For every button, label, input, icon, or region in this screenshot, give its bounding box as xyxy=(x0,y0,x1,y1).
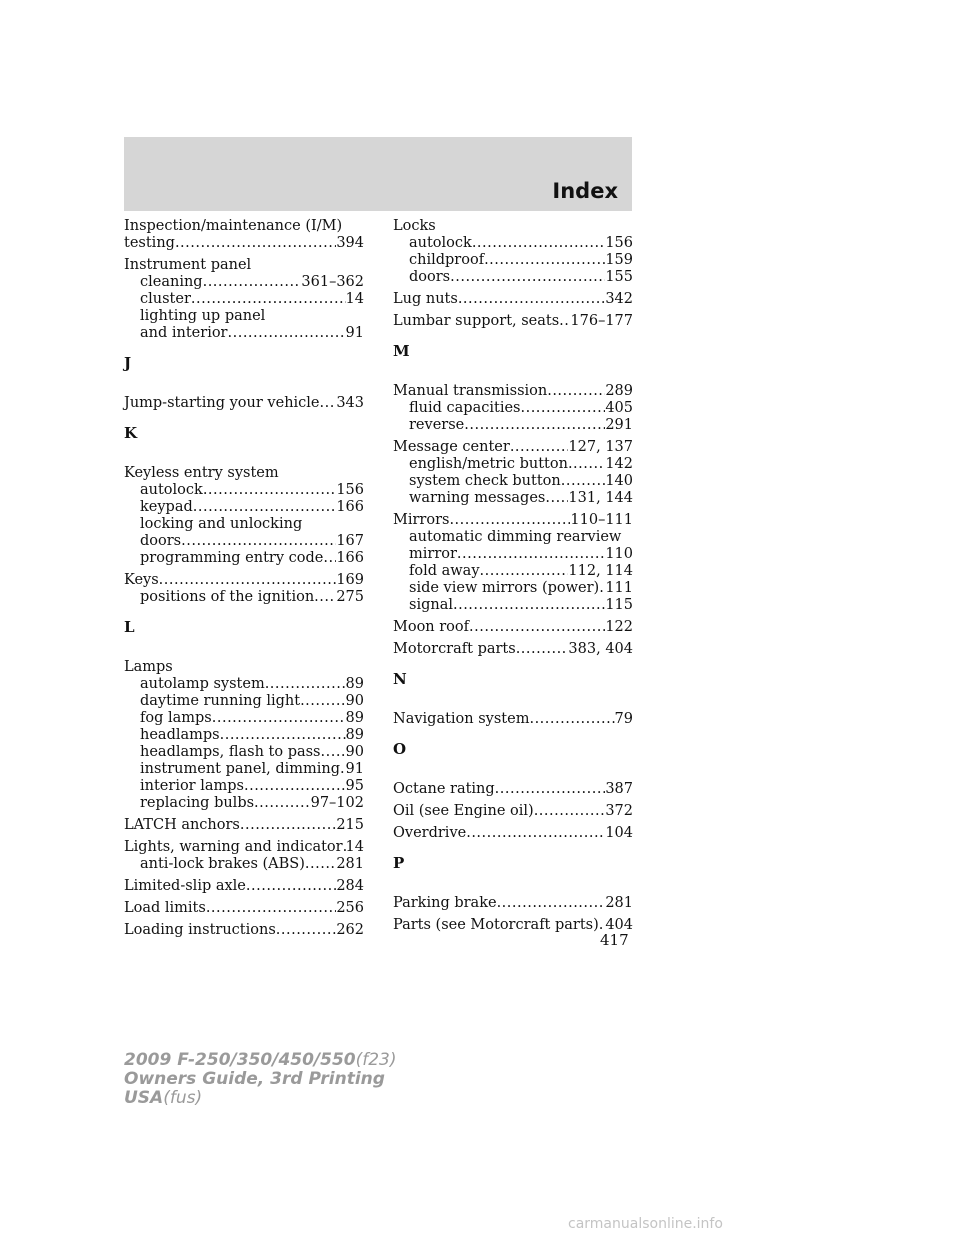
page-ref-link[interactable]: 291 xyxy=(605,417,633,433)
entry-text: Oil (see Engine oil) xyxy=(393,803,534,819)
footer-model-code: (f23) xyxy=(355,1050,397,1070)
dot-leader xyxy=(175,235,336,252)
entry-text: reverse xyxy=(409,417,465,433)
index-subentry xyxy=(393,597,633,614)
footer-guide-title: Owners Guide, 3rd Printing xyxy=(124,1069,385,1089)
index-subentry xyxy=(124,482,364,499)
entry-text: testing xyxy=(124,235,175,251)
entry-text: Lamps xyxy=(124,659,173,675)
page-ref-link[interactable]: 89 xyxy=(345,676,364,692)
dot-leader xyxy=(244,778,346,795)
page-ref-link[interactable]: 383, 404 xyxy=(568,641,633,657)
page-ref-link[interactable]: 169 xyxy=(336,572,364,588)
index-entry xyxy=(124,395,364,412)
entry-text: Lug nuts xyxy=(393,291,458,307)
index-entry xyxy=(124,659,364,812)
index-entry-line xyxy=(393,291,633,308)
dot-leader xyxy=(321,744,346,761)
entry-text: system check button xyxy=(409,473,561,489)
index-subentry xyxy=(393,252,633,269)
entry-text: autolock xyxy=(140,482,203,498)
dot-leader xyxy=(516,641,569,658)
entry-text: doors xyxy=(409,269,451,285)
index-subentry xyxy=(393,269,633,286)
entry-text: Navigation system xyxy=(393,711,530,727)
dot-leader xyxy=(484,252,605,269)
page-ref-link[interactable]: 275 xyxy=(336,589,364,605)
page-ref-link[interactable]: 387 xyxy=(605,781,633,797)
index-entry-line xyxy=(393,825,633,842)
page-ref-link[interactable]: 14 xyxy=(345,291,364,307)
dot-leader xyxy=(545,490,568,507)
entry-text: interior lamps xyxy=(140,778,244,794)
dot-leader xyxy=(212,710,346,727)
index-letter-heading: N xyxy=(393,670,407,688)
index-subentry xyxy=(124,676,364,693)
page-ref-link[interactable]: 343 xyxy=(336,395,364,411)
entry-text: Keys xyxy=(124,572,159,588)
index-entry xyxy=(393,803,633,820)
entry-text: fluid capacities xyxy=(409,400,521,416)
index-column-left xyxy=(124,218,364,944)
dot-leader xyxy=(246,878,336,895)
index-entry-line xyxy=(124,572,364,589)
index-entry xyxy=(124,922,364,939)
entry-text: replacing bulbs xyxy=(140,795,255,811)
entry-text: locking and unlocking xyxy=(140,516,303,532)
entry-text: automatic dimming rearview xyxy=(409,529,622,545)
index-entry xyxy=(393,439,633,507)
entry-text: warning messages xyxy=(409,490,546,506)
entry-text: Lights, warning and indicator xyxy=(124,839,343,855)
index-subentry xyxy=(124,533,364,550)
index-subentry xyxy=(393,400,633,417)
dot-leader xyxy=(469,619,605,636)
index-subentry xyxy=(124,761,364,778)
index-entry xyxy=(124,257,364,342)
index-entry xyxy=(393,512,633,614)
page-ref-link[interactable]: 97–102 xyxy=(310,795,364,811)
page-ref-link[interactable]: 156 xyxy=(336,482,364,498)
index-letter-heading: J xyxy=(124,354,132,372)
page-ref-link[interactable]: 89 xyxy=(345,710,364,726)
entry-text: keypad xyxy=(140,499,193,515)
index-entry xyxy=(393,313,633,330)
index-entry-line xyxy=(124,659,364,676)
index-entry-line xyxy=(393,218,633,235)
index-entry-line xyxy=(124,218,364,235)
dot-leader xyxy=(510,439,569,456)
page-ref-link[interactable]: 91 xyxy=(345,761,364,777)
index-entry-line xyxy=(393,383,633,400)
index-entry-line xyxy=(393,917,633,934)
dot-leader xyxy=(466,825,605,842)
entry-text: daytime running light xyxy=(140,693,301,709)
dot-leader xyxy=(497,895,606,912)
index-entry-line xyxy=(124,878,364,895)
entry-text: Instrument panel xyxy=(124,257,252,273)
index-entry xyxy=(124,817,364,834)
index-entry xyxy=(124,839,364,873)
dot-leader xyxy=(240,817,336,834)
entry-text: instrument panel, dimming xyxy=(140,761,340,777)
index-entry xyxy=(124,878,364,895)
entry-text: LATCH anchors xyxy=(124,817,240,833)
dot-leader xyxy=(472,235,605,252)
index-subentry xyxy=(393,580,633,597)
index-subentry xyxy=(124,710,364,727)
entry-text: signal xyxy=(409,597,453,613)
index-column-right xyxy=(393,218,633,939)
page-ref-link[interactable]: 167 xyxy=(336,533,364,549)
entry-text: headlamps xyxy=(140,727,220,743)
page-ref-link[interactable]: 262 xyxy=(336,922,364,938)
index-subentry xyxy=(393,235,633,252)
index-subentry xyxy=(393,529,633,546)
page-ref-link[interactable]: 372 xyxy=(605,803,633,819)
entry-text: childproof xyxy=(409,252,485,268)
entry-text: Mirrors xyxy=(393,512,450,528)
entry-text: Lumbar support, seats xyxy=(393,313,560,329)
entry-text: lighting up panel xyxy=(140,308,266,324)
dot-leader xyxy=(276,922,337,939)
entry-text: cluster xyxy=(140,291,191,307)
page-ref-link[interactable]: 215 xyxy=(336,817,364,833)
index-entry-line xyxy=(124,235,364,252)
dot-leader xyxy=(305,856,336,873)
dot-leader xyxy=(453,597,605,614)
index-subentry xyxy=(124,325,364,342)
dot-leader xyxy=(206,900,336,917)
entry-text: Limited-slip axle xyxy=(124,878,246,894)
dot-leader xyxy=(193,499,337,516)
dot-leader xyxy=(458,291,606,308)
index-entry xyxy=(393,917,633,934)
page-ref-link[interactable]: 284 xyxy=(336,878,364,894)
index-entry xyxy=(393,383,633,434)
page-ref-link[interactable]: 95 xyxy=(345,778,364,794)
index-entry-line xyxy=(393,619,633,636)
index-entry xyxy=(393,895,633,912)
page-ref-link[interactable]: 281 xyxy=(336,856,364,872)
page-ref-link[interactable]: 404 xyxy=(605,917,633,933)
entry-text: mirror xyxy=(409,546,457,562)
page-ref-link[interactable]: 110 xyxy=(605,546,633,562)
index-subentry xyxy=(124,795,364,812)
index-entry-line xyxy=(124,900,364,917)
index-entry xyxy=(124,465,364,567)
entry-text: autolamp system xyxy=(140,676,265,692)
entry-text: programming entry code xyxy=(140,550,324,566)
index-entry xyxy=(393,218,633,286)
index-entry-line xyxy=(393,641,633,658)
index-entry-line xyxy=(124,839,364,856)
dot-leader xyxy=(464,417,605,434)
page-ref-link[interactable]: 156 xyxy=(605,235,633,251)
index-subentry xyxy=(124,516,364,533)
index-entry-line xyxy=(124,817,364,834)
footer-region: USA xyxy=(124,1088,164,1108)
index-subentry xyxy=(393,417,633,434)
index-subentry xyxy=(124,274,364,291)
index-entry xyxy=(393,291,633,308)
index-entry-line xyxy=(124,465,364,482)
entry-text: Motorcraft parts xyxy=(393,641,516,657)
page-ref-link[interactable]: 289 xyxy=(605,383,633,399)
dot-leader xyxy=(203,274,302,291)
dot-leader xyxy=(220,727,346,744)
index-subentry xyxy=(124,693,364,710)
entry-text: fold away xyxy=(409,563,480,579)
dot-leader xyxy=(495,781,606,798)
entry-text: doors xyxy=(140,533,182,549)
entry-text: cleaning xyxy=(140,274,203,290)
index-subentry xyxy=(124,308,364,325)
index-entry xyxy=(393,641,633,658)
index-subentry xyxy=(124,499,364,516)
dot-leader xyxy=(265,676,346,693)
index-subentry xyxy=(393,473,633,490)
index-entry-line xyxy=(393,313,633,330)
entry-text: Manual transmission xyxy=(393,383,548,399)
index-letter-heading: K xyxy=(124,424,138,442)
entry-text: Octane rating xyxy=(393,781,495,797)
index-entry-line xyxy=(124,257,364,274)
dot-leader xyxy=(529,711,614,728)
page-ref-link[interactable]: 155 xyxy=(605,269,633,285)
index-entry xyxy=(393,825,633,842)
entry-text: fog lamps xyxy=(140,710,212,726)
page-ref-link[interactable]: 405 xyxy=(605,400,633,416)
index-entry-line xyxy=(393,781,633,798)
index-entry xyxy=(393,781,633,798)
index-entry-line xyxy=(393,803,633,820)
page-ref-link[interactable]: 115 xyxy=(605,597,633,613)
section-title: Index xyxy=(552,179,618,203)
page-ref-link[interactable]: 122 xyxy=(605,619,633,635)
dot-leader xyxy=(159,572,337,589)
index-letter-heading: O xyxy=(393,740,407,758)
page-number: 417 xyxy=(600,931,629,949)
index-subentry xyxy=(124,856,364,873)
index-subentry xyxy=(124,778,364,795)
dot-leader xyxy=(300,693,345,710)
page-ref-link[interactable]: 140 xyxy=(605,473,633,489)
entry-text: Keyless entry system xyxy=(124,465,279,481)
index-subentry xyxy=(124,727,364,744)
page-ref-link[interactable]: 91 xyxy=(345,325,364,341)
dot-leader xyxy=(203,482,336,499)
index-letter-heading: M xyxy=(393,342,410,360)
page-ref-link[interactable]: 14 xyxy=(345,839,364,855)
dot-leader xyxy=(480,563,569,580)
index-entry xyxy=(393,711,633,728)
footer-region-code: (fus) xyxy=(163,1088,203,1108)
dot-leader xyxy=(568,456,605,473)
entry-text: Overdrive xyxy=(393,825,467,841)
entry-text: Parts (see Motorcraft parts) xyxy=(393,917,599,933)
page-ref-link[interactable]: 111 xyxy=(605,580,633,596)
footer-model: 2009 F-250/350/450/550 xyxy=(124,1050,356,1070)
index-entry xyxy=(124,218,364,252)
dot-leader xyxy=(228,325,346,342)
page-ref-link[interactable]: 256 xyxy=(336,900,364,916)
index-entry-line xyxy=(124,922,364,939)
dot-leader xyxy=(520,400,605,417)
entry-text: Jump-starting your vehicle xyxy=(124,395,320,411)
index-subentry xyxy=(393,490,633,507)
page-ref-link[interactable]: 394 xyxy=(336,235,364,251)
entry-text: Inspection/maintenance (I/M) xyxy=(124,218,343,234)
entry-text: Locks xyxy=(393,218,436,234)
page-ref-link[interactable]: 90 xyxy=(345,744,364,760)
index-entry-line xyxy=(393,512,633,529)
index-subentry xyxy=(393,456,633,473)
dot-leader xyxy=(320,395,337,412)
page-ref-link[interactable]: 104 xyxy=(605,825,633,841)
index-subentry xyxy=(124,589,364,606)
index-subentry xyxy=(124,744,364,761)
page-ref-link[interactable]: 131, 144 xyxy=(568,490,633,506)
dot-leader xyxy=(191,291,346,308)
page-ref-link[interactable]: 159 xyxy=(605,252,633,268)
index-entry-line xyxy=(124,395,364,412)
entry-text: Moon roof xyxy=(393,619,470,635)
dot-leader xyxy=(449,512,570,529)
entry-text: Load limits xyxy=(124,900,206,916)
section-header-band xyxy=(124,137,632,211)
page-ref-link[interactable]: 79 xyxy=(614,711,633,727)
entry-text: autolock xyxy=(409,235,472,251)
index-entry-line xyxy=(393,439,633,456)
entry-text: Loading instructions xyxy=(124,922,276,938)
index-subentry xyxy=(393,563,633,580)
index-entry xyxy=(124,900,364,917)
entry-text: positions of the ignition xyxy=(140,589,315,605)
dot-leader xyxy=(559,313,570,330)
page-ref-link[interactable]: 176–177 xyxy=(570,313,633,329)
page-ref-link[interactable]: 110–111 xyxy=(570,512,633,528)
dot-leader xyxy=(181,533,336,550)
page-ref-link[interactable]: 342 xyxy=(605,291,633,307)
page-ref-link[interactable]: 166 xyxy=(336,499,364,515)
dot-leader xyxy=(457,546,605,563)
dot-leader xyxy=(450,269,605,286)
entry-text: Parking brake xyxy=(393,895,497,911)
index-entry xyxy=(393,619,633,636)
watermark: carmanualsonline.info xyxy=(568,1216,723,1232)
dot-leader xyxy=(547,383,605,400)
dot-leader xyxy=(534,803,606,820)
dot-leader xyxy=(323,550,336,567)
index-letter-heading: L xyxy=(124,618,135,636)
page-ref-link[interactable]: 361–362 xyxy=(301,274,364,290)
page-ref-link[interactable]: 90 xyxy=(345,693,364,709)
document-footer xyxy=(124,1051,397,1108)
entry-text: and interior xyxy=(140,325,228,341)
index-subentry xyxy=(393,546,633,563)
page-ref-link[interactable]: 281 xyxy=(605,895,633,911)
entry-text: side view mirrors (power) xyxy=(409,580,600,596)
index-entry-line xyxy=(393,711,633,728)
dot-leader xyxy=(561,473,606,490)
dot-leader xyxy=(314,589,336,606)
page-ref-link[interactable]: 127, 137 xyxy=(568,439,633,455)
index-letter-heading: P xyxy=(393,854,405,872)
page-ref-link[interactable]: 142 xyxy=(605,456,633,472)
entry-text: Message center xyxy=(393,439,510,455)
entry-text: headlamps, flash to pass xyxy=(140,744,321,760)
index-entry xyxy=(124,572,364,606)
entry-text: anti-lock brakes (ABS) xyxy=(140,856,305,872)
page-ref-link[interactable]: 166 xyxy=(336,550,364,566)
entry-text: english/metric button xyxy=(409,456,568,472)
index-entry-line xyxy=(393,895,633,912)
dot-leader xyxy=(254,795,311,812)
index-subentry xyxy=(124,291,364,308)
index-subentry xyxy=(124,550,364,567)
page-ref-link[interactable]: 89 xyxy=(345,727,364,743)
page-ref-link[interactable]: 112, 114 xyxy=(568,563,633,579)
